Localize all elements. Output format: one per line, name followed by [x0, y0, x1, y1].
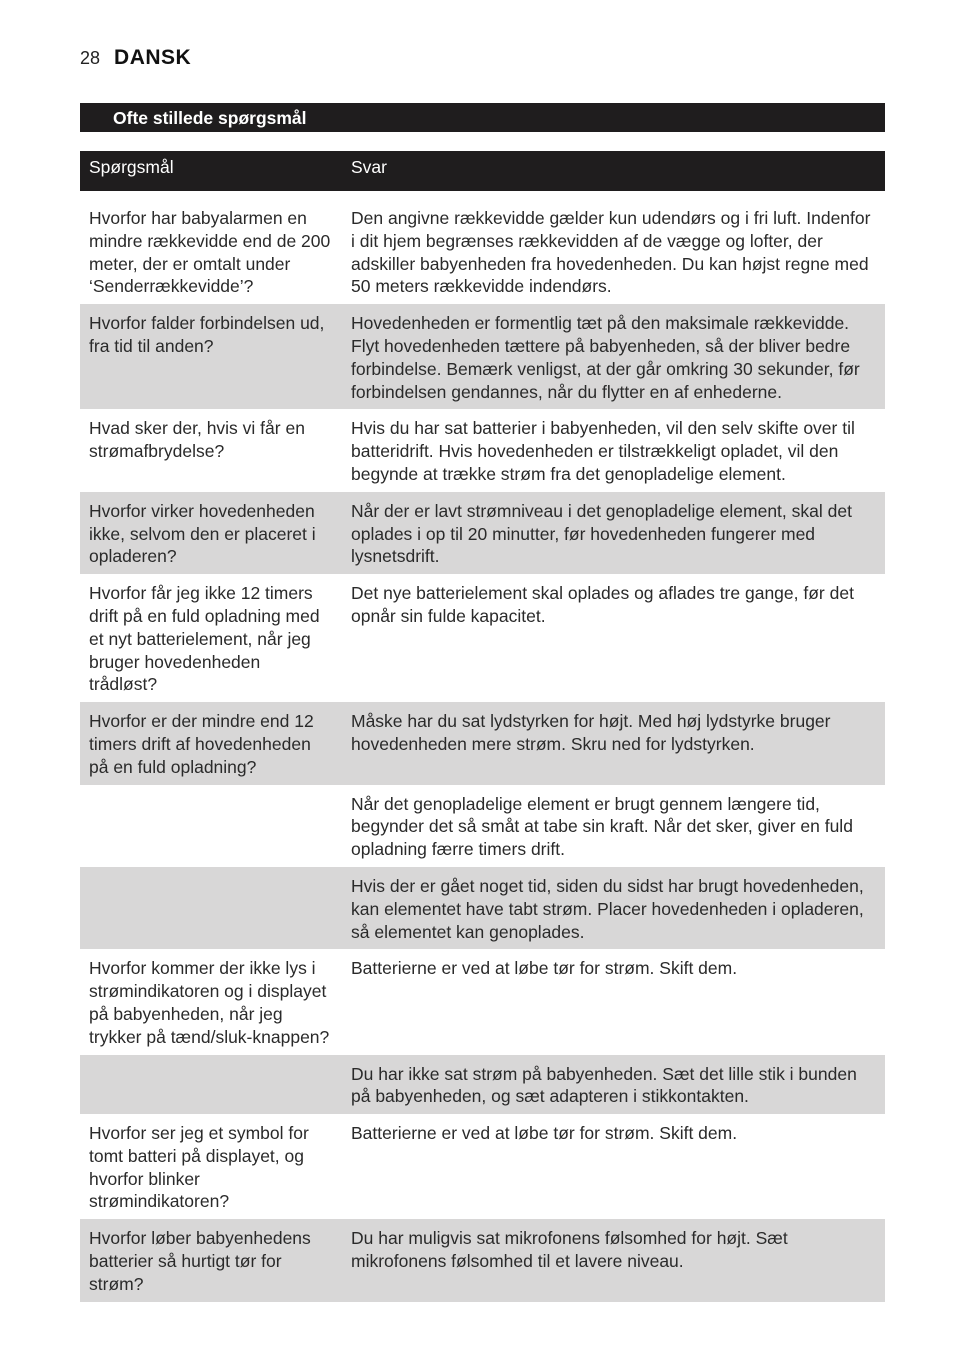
- answer-column-header: Svar: [341, 151, 885, 191]
- answer-cell: Du har ikke sat strøm på babyenheden. Sæt det lille stik i bunden på babyenheden, og sæt adapteren i stikkontakten.: [341, 1055, 885, 1115]
- answer-cell: Hvis du har sat batterier i babyenheden, vil den selv skifte over til batteridrift. Hvis hovedenheden er tilstrækkeligt opladet, vil den begynde at trække strøm fra det genopladelige element.: [351, 418, 855, 484]
- question-cell: Hvorfor løber babyenhedens batterier så hurtigt tør for strøm?: [80, 1219, 341, 1301]
- answer-cell: Batterierne er ved at løbe tør for strøm. Skift dem.: [351, 1123, 738, 1144]
- header-spacer: [80, 191, 885, 199]
- answer-cell: Når det genopladelige element er brugt gennem længere tid, begynder det så småt at tabe sin kraft. Når det sker, giver en fuld opladning færre timers drift.: [351, 793, 853, 860]
- answer-cell: Måske har du sat lydstyrken for højt. Med høj lydstyrke bruger hovedenheden mere strøm. Skru ned for lydstyrken.: [341, 702, 885, 784]
- answer-cell: Det nye batterielement skal oplades og aflades tre gange, før det opnår sin fulde kapacitet.: [351, 583, 854, 626]
- question-cell: [80, 785, 341, 867]
- faq-table: [80, 151, 885, 1302]
- table-row: [80, 785, 885, 867]
- question-cell: Hvorfor kommer der ikke lys i strømindikatoren og i displayet på babyenheden, når jeg trykker på tænd/sluk-knappen?: [89, 958, 330, 1047]
- question-cell: Hvorfor er der mindre end 12 timers drift af hovedenheden på en fuld opladning?: [80, 702, 341, 784]
- table-row: [80, 702, 885, 784]
- answer-cell: Hovedenheden er formentlig tæt på den maksimale rækkevidde. Flyt hovedenheden tættere på babyenheden, så der bliver bedre forbindelse. Bemærk venligst, at der går omkring 30 sekunder, før forbindelsen gendannes, når du flytter en af enhederne.: [341, 304, 885, 409]
- question-cell: Hvorfor ser jeg et symbol for tomt batteri på displayet, og hvorfor blinker strømindikatoren?: [89, 1123, 309, 1212]
- language-heading: DANSK: [114, 46, 192, 69]
- answer-cell: Batterierne er ved at løbe tør for strøm. Skift dem.: [351, 958, 738, 979]
- section-title: Ofte stillede spørgsmål: [80, 103, 885, 132]
- table-row: [80, 1114, 885, 1219]
- table-row: [80, 304, 885, 409]
- table-row: [80, 1219, 885, 1301]
- page-number: 28: [80, 48, 101, 68]
- table-row: [80, 199, 885, 304]
- table-row: [80, 867, 885, 949]
- table-row: [80, 574, 885, 702]
- question-column-header: Spørgsmål: [80, 151, 341, 191]
- question-cell: Hvorfor får jeg ikke 12 timers drift på en fuld opladning med et nyt batterielement, når jeg bruger hovedenheden trådløst?: [89, 583, 320, 695]
- answer-cell: Når der er lavt strømniveau i det genopladelige element, skal det oplades i op til 20 minutter, før hovedenheden fungerer med lysnetsdrift.: [341, 492, 885, 574]
- question-cell: Hvorfor virker hovedenheden ikke, selvom den er placeret i opladeren?: [80, 492, 341, 574]
- page-header: [80, 46, 191, 76]
- question-cell: Hvad sker der, hvis vi får en strømafbrydelse?: [89, 418, 305, 462]
- table-row: [80, 1055, 885, 1115]
- table-row: [80, 492, 885, 574]
- question-cell: [80, 1055, 341, 1115]
- question-cell: [80, 867, 341, 949]
- answer-cell: Hvis der er gået noget tid, siden du sidst har brugt hovedenheden, kan elementet have tabt strøm. Placer hovedenheden i opladeren, så elementet kan genoplades.: [341, 867, 885, 949]
- answer-cell: Du har muligvis sat mikrofonens følsomhed for højt. Sæt mikrofonens følsomhed til et lavere niveau.: [341, 1219, 885, 1301]
- table-row: [80, 409, 885, 491]
- answer-cell: Den angivne rækkevidde gælder kun udendørs og i fri luft. Indenfor i dit hjem begrænses rækkevidden af de vægge og lofter, der adskiller babyenheden fra hovedenheden. Du kan højst regne med 50 meters rækkevidde indendørs.: [351, 208, 871, 297]
- table-row: [80, 949, 885, 1054]
- table-header-row: [80, 151, 885, 191]
- question-cell: Hvorfor har babyalarmen en mindre rækkevidde end de 200 meter, der er omtalt under ‘Senderrækkevidde’?: [89, 208, 331, 297]
- question-cell: Hvorfor falder forbindelsen ud, fra tid til anden?: [80, 304, 341, 409]
